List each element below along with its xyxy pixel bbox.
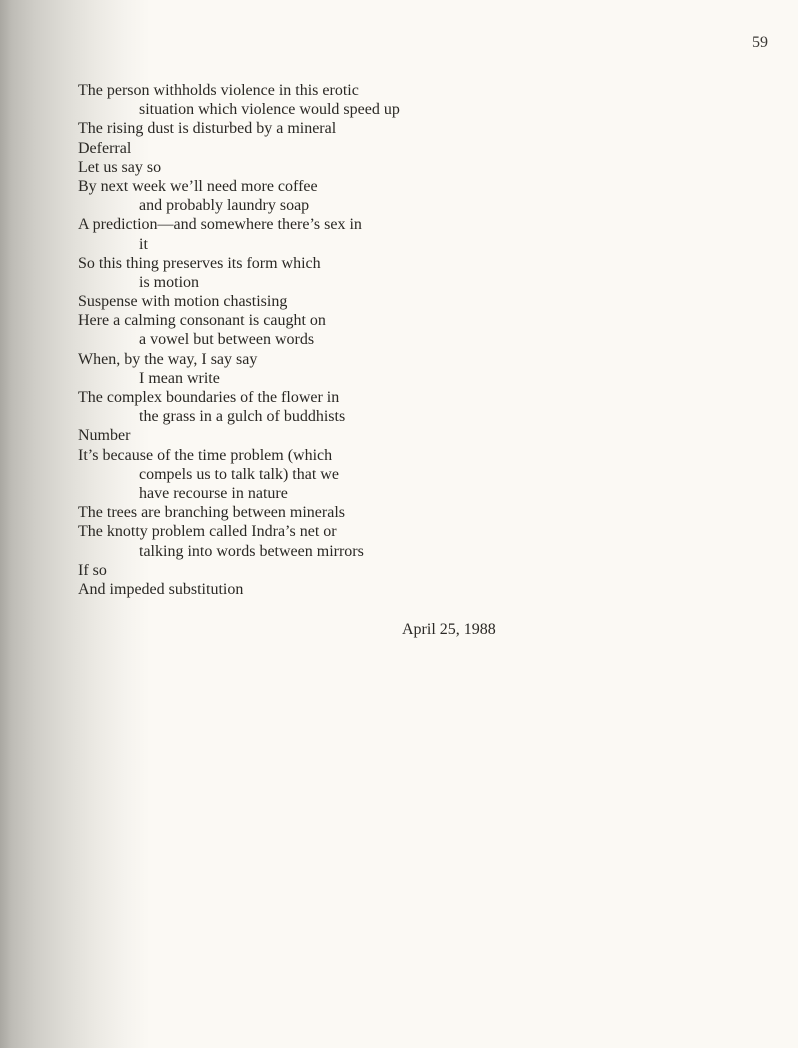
poem-line-indented: talking into words between mirrors [139, 542, 364, 560]
poem-line-indented: a vowel but between words [139, 331, 315, 349]
poem-line-indented: compels us to talk talk) that we [139, 465, 339, 483]
poem-line: So this thing preserves its form which [78, 254, 321, 272]
poem-line: If so [78, 561, 107, 579]
poem-line-indented: it [139, 235, 148, 253]
poem-line: The knotty problem called Indra’s net or [78, 523, 337, 541]
poem-line-indented: the grass in a gulch of buddhists [139, 408, 346, 426]
poem-line: A prediction—and somewhere there’s sex in [78, 216, 362, 234]
poem-line: Deferral [78, 139, 132, 157]
poem-line: Number [78, 427, 131, 445]
poem-line: The trees are branching between minerals [78, 504, 345, 522]
poem-line-indented: and probably laundry soap [139, 197, 310, 215]
poem-line: And impeded substitution [78, 580, 244, 598]
poem-line-indented: I mean write [139, 369, 220, 387]
poem-line-indented: have recourse in nature [139, 484, 288, 502]
poem-line: By next week we’ll need more coffee [78, 177, 318, 195]
poem-line: Suspense with motion chastising [78, 293, 288, 311]
poem-line: When, by the way, I say say [78, 350, 258, 368]
poem-body [78, 81, 538, 599]
poem-line: Here a calming consonant is caught on [78, 312, 326, 330]
poem-line: The rising dust is disturbed by a mineral [78, 120, 337, 138]
poem-line: The complex boundaries of the flower in [78, 389, 340, 406]
poem-line: The person withholds violence in this erotic [78, 82, 359, 99]
poem-line-indented: is motion [139, 273, 200, 291]
page-number: 59 [752, 34, 768, 51]
poem-line-indented: situation which violence would speed up [139, 101, 400, 119]
poem-date: April 25, 1988 [402, 621, 496, 638]
poem-line: Let us say so [78, 158, 162, 176]
poem-line: It’s because of the time problem (which [78, 446, 333, 464]
